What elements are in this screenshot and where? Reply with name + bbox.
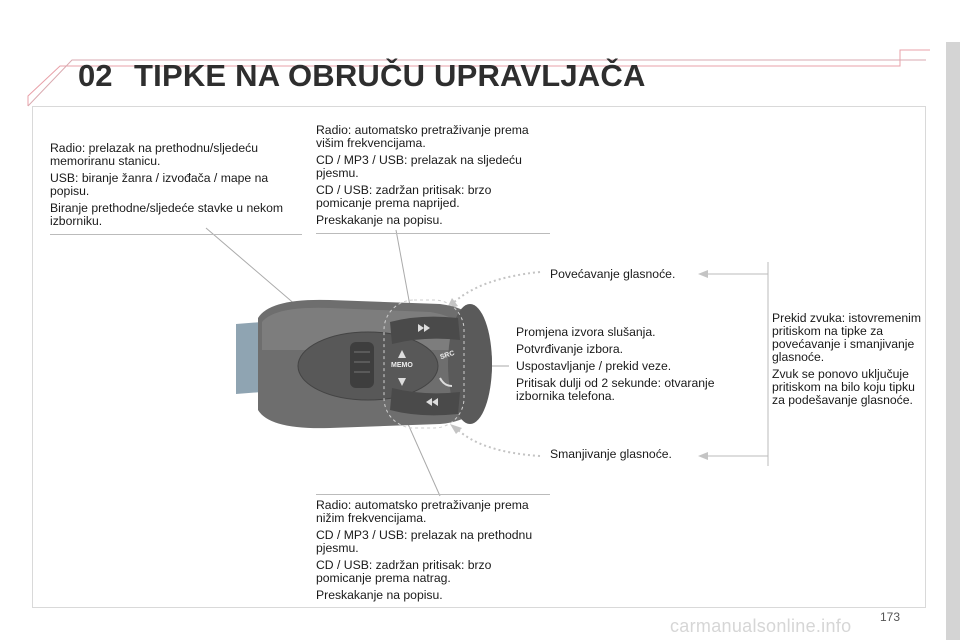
block-source (516, 326, 736, 407)
top-center-line-1: Radio: automatsko pretraživanje prema višim frekvencijama. (316, 123, 529, 150)
top-left-line-1: Radio: prelazak na prethodnu/sljedeću memoriranu stanicu. (50, 141, 259, 168)
top-left-line-2: USB: biranje žanra / izvođača / mape na popisu. (50, 171, 269, 198)
page-number: 173 (880, 610, 901, 624)
block-top-left (50, 142, 302, 235)
block-top-center (316, 124, 550, 234)
top-left-line-3: Biranje prethodne/sljedeće stavke u nekom izborniku. (50, 201, 284, 228)
block-mute (772, 312, 922, 411)
source-line-3: Uspostavljanje / prekid veze. (516, 359, 672, 373)
right-edge-tab (946, 42, 960, 640)
page-title: TIPKE NA OBRUČU UPRAVLJAČA (134, 58, 646, 93)
bottom-center-line-1: Radio: automatsko pretraživanje prema nižim frekvencijama. (316, 498, 529, 525)
volume-up-text: Povećavanje glasnoće. (550, 267, 676, 281)
bottom-center-line-4: Preskakanje na popisu. (316, 588, 443, 602)
watermark: carmanualsonline.info (670, 616, 852, 636)
block-bottom-center (316, 494, 550, 606)
block-volume-down (550, 448, 700, 465)
source-line-1: Promjena izvora slušanja. (516, 325, 656, 339)
source-line-2: Potvrđivanje izbora. (516, 342, 624, 356)
block-volume-up (550, 268, 700, 285)
bottom-center-line-3: CD / USB: zadržan pritisak: brzo pomicanje prema natrag. (316, 558, 492, 585)
chapter-number: 02 (78, 58, 113, 93)
memo-label: MEMO (391, 362, 413, 369)
volume-down-text: Smanjivanje glasnoće. (550, 447, 672, 461)
mute-line-2: Zvuk se ponovo uključuje pritiskom na bilo koju tipku za podešavanje glasnoće. (772, 367, 915, 407)
mute-line-1: Prekid zvuka: istovremenim pritiskom na tipke za povećavanje i smanjivanje glasnoće. (772, 311, 922, 364)
bottom-center-line-2: CD / MP3 / USB: prelazak na prethodnu pjesmu. (316, 528, 533, 555)
src-label: SRC (439, 349, 456, 362)
top-center-line-4: Preskakanje na popisu. (316, 213, 443, 227)
top-center-line-3: CD / USB: zadržan pritisak: brzo pomicanje prema naprijed. (316, 183, 492, 210)
source-line-4: Pritisak dulji od 2 sekunde: otvaranje izbornika telefona. (516, 376, 715, 403)
top-center-line-2: CD / MP3 / USB: prelazak na sljedeću pjesmu. (316, 153, 522, 180)
